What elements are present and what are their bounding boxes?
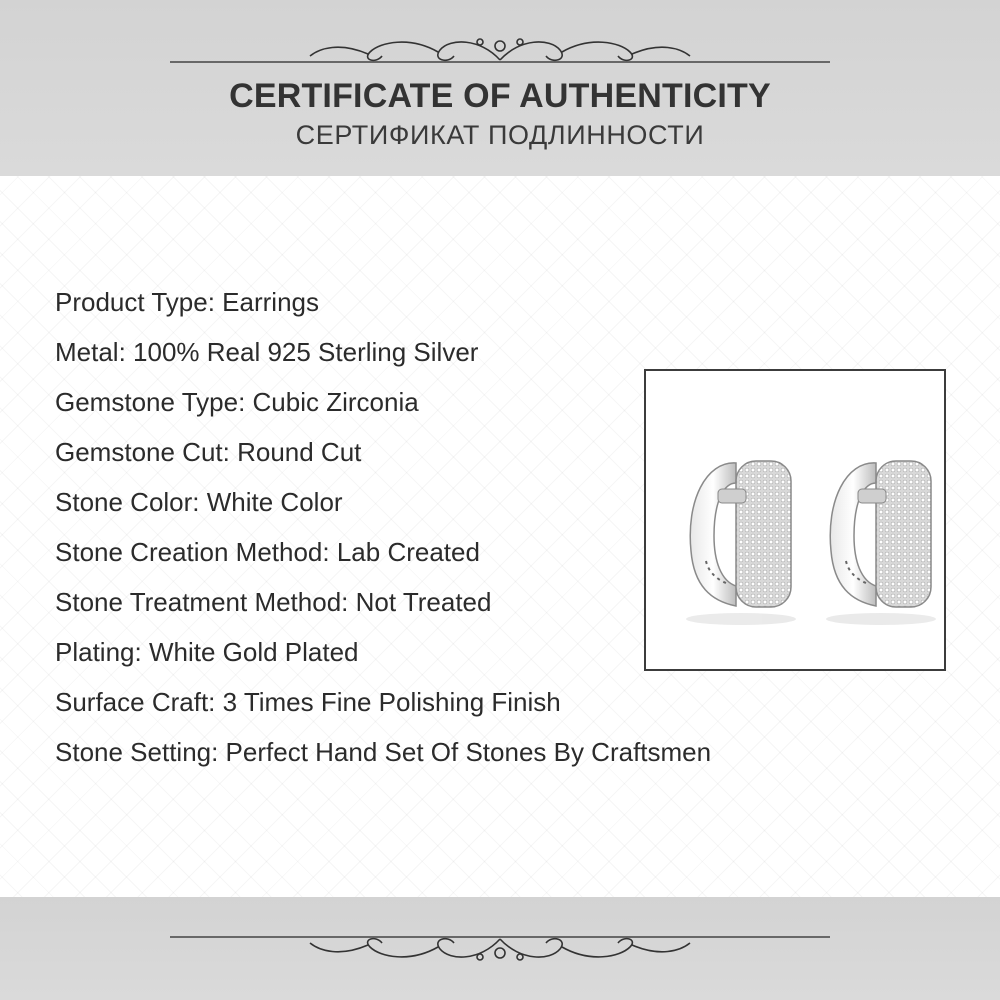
earring-right [830,461,931,607]
spec-gemstone-type: Gemstone Type: Cubic Zirconia [55,387,419,417]
spec-stone-setting: Stone Setting: Perfect Hand Set Of Stones By Craftsmen [55,737,712,767]
spec-creation-method: Stone Creation Method: Lab Created [55,537,480,567]
spec-metal: Metal: 100% Real 925 Sterling Silver [55,337,479,367]
spec-gemstone-cut: Gemstone Cut: Round Cut [55,437,362,467]
spec-product-type: Product Type: Earrings [55,287,319,317]
earring-left [690,461,791,607]
certificate-subtitle: СЕРТИФИКАТ ПОДЛИННОСТИ [295,120,705,150]
earrings-image [646,371,944,669]
flourish-divider-icon [170,927,830,967]
spec-stone-color: Stone Color: White Color [55,487,343,517]
certificate-title: CERTIFICATE OF AUTHENTICITY [229,77,771,115]
footer-band [0,897,1000,1000]
product-photo-frame [644,369,946,671]
spec-surface-craft: Surface Craft: 3 Times Fine Polishing Finish [55,687,561,717]
spec-treatment-method: Stone Treatment Method: Not Treated [55,587,492,617]
spec-list [55,284,711,784]
header-band [0,0,1000,176]
spec-plating: Plating: White Gold Plated [55,637,359,667]
flourish-divider-icon [170,30,830,70]
